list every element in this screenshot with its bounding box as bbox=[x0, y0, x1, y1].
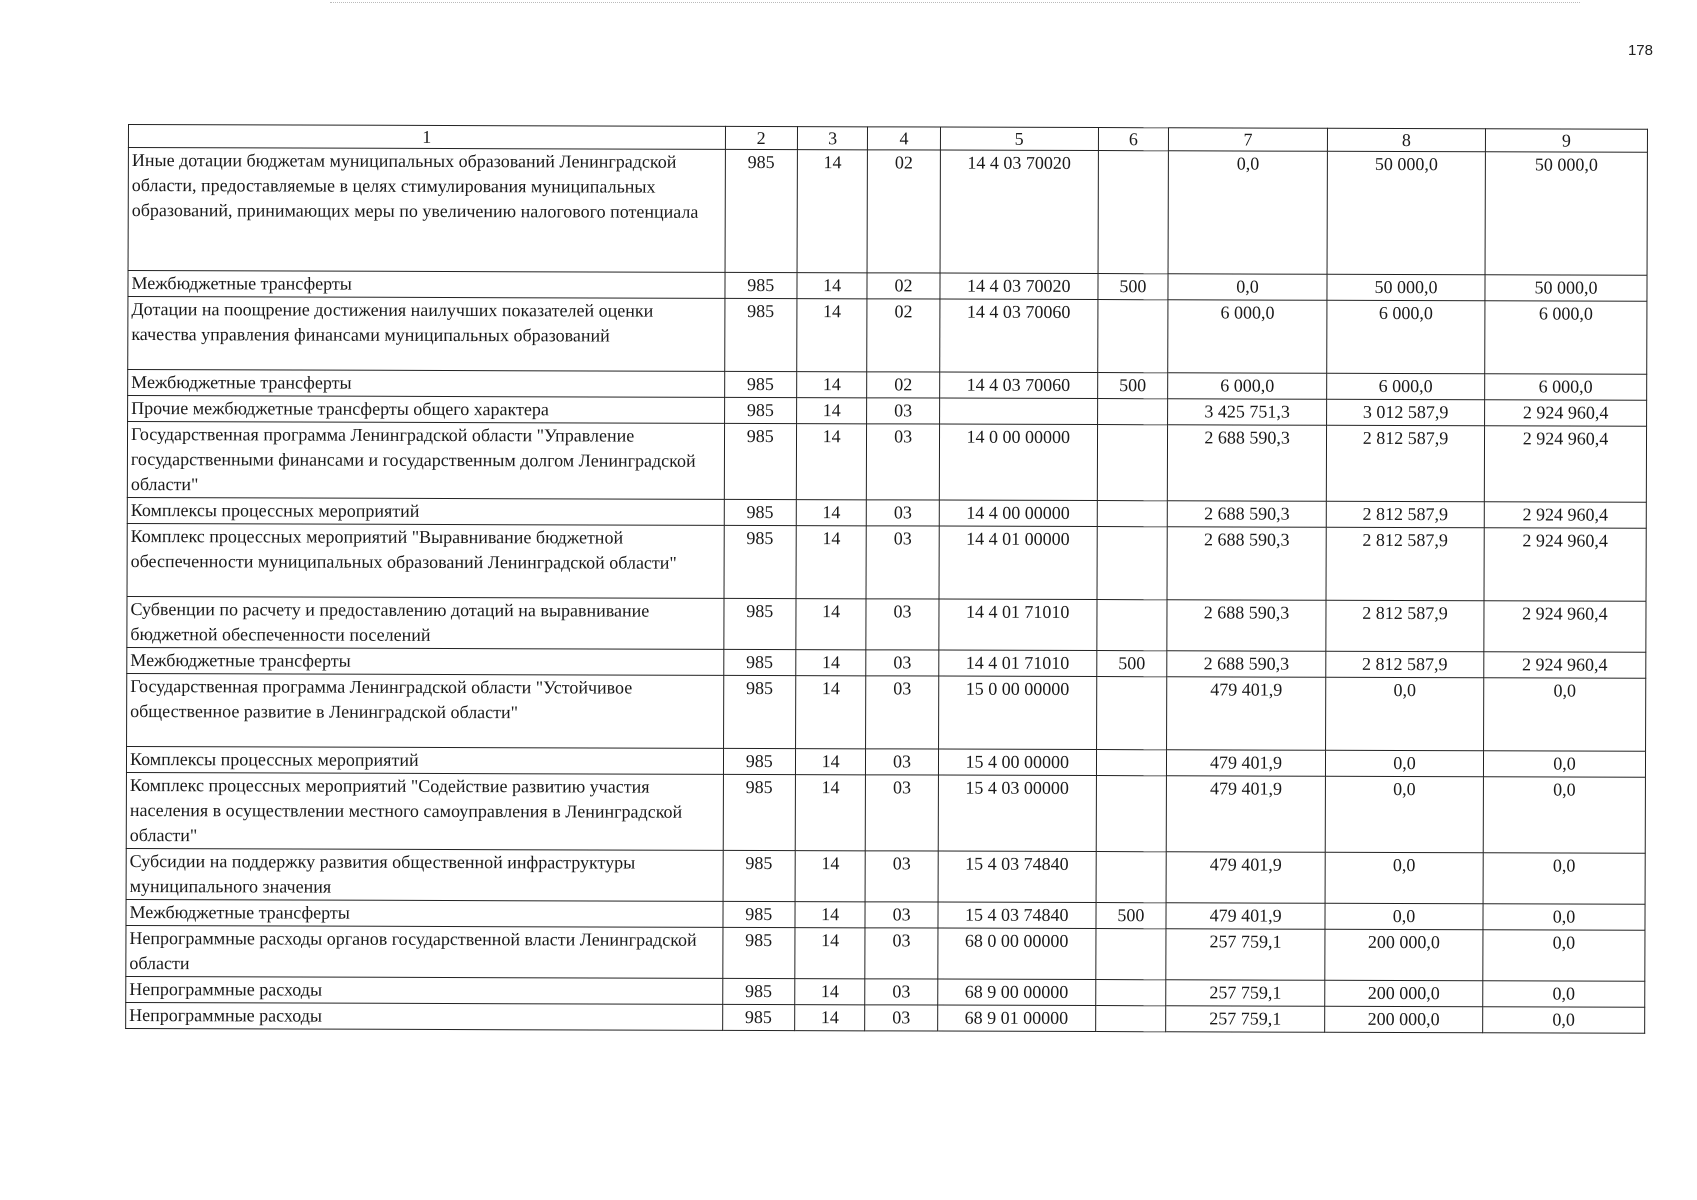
amount-year3-cell: 2 924 960,4 bbox=[1484, 652, 1646, 679]
amount-year3-cell: 50 000,0 bbox=[1485, 275, 1647, 302]
table-row bbox=[127, 497, 1646, 528]
section-code-cell: 985 bbox=[722, 927, 795, 978]
expense-type-cell bbox=[1096, 852, 1167, 903]
subsection-code-cell: 03 bbox=[866, 526, 939, 599]
column-header: 6 bbox=[1098, 128, 1168, 151]
amount-year2-cell: 50 000,0 bbox=[1327, 151, 1485, 274]
table-row bbox=[128, 396, 1647, 427]
amount-year3-cell: 2 924 960,4 bbox=[1485, 400, 1647, 427]
subsection-code-cell: 03 bbox=[865, 902, 938, 928]
amount-year3-cell: 2 924 960,4 bbox=[1484, 502, 1646, 529]
amount-year3-cell: 6 000,0 bbox=[1485, 301, 1647, 375]
amount-year3-cell: 0,0 bbox=[1483, 777, 1645, 854]
table-row bbox=[126, 925, 1645, 981]
expense-type-cell: 500 bbox=[1096, 651, 1166, 677]
subsection-code-cell: 03 bbox=[866, 650, 939, 676]
amount-year2-cell: 2 812 587,9 bbox=[1326, 425, 1484, 501]
section-code-cell: 985 bbox=[723, 850, 796, 901]
section-code-cell: 985 bbox=[723, 649, 796, 675]
amount-year2-cell: 2 812 587,9 bbox=[1326, 501, 1484, 527]
table-row bbox=[127, 422, 1646, 503]
amount-year2-cell: 2 812 587,9 bbox=[1326, 651, 1484, 677]
table-row bbox=[126, 1002, 1645, 1033]
subsection-code-cell: 03 bbox=[867, 424, 940, 500]
expense-type-cell bbox=[1096, 929, 1167, 980]
chapter-code-cell: 14 bbox=[795, 676, 866, 749]
table-body bbox=[126, 148, 1648, 1034]
chapter-code-cell: 14 bbox=[795, 979, 865, 1005]
section-code-cell: 985 bbox=[724, 272, 797, 298]
expense-type-cell: 500 bbox=[1098, 274, 1168, 300]
amount-year2-cell: 6 000,0 bbox=[1327, 373, 1485, 399]
table-row bbox=[127, 596, 1646, 652]
target-article-cell: 14 4 03 70060 bbox=[940, 299, 1098, 372]
table-row bbox=[128, 148, 1647, 276]
amount-year1-cell: 479 401,9 bbox=[1167, 750, 1326, 776]
amount-year2-cell: 200 000,0 bbox=[1325, 929, 1483, 980]
amount-year1-cell: 257 759,1 bbox=[1166, 1006, 1325, 1032]
section-code-cell: 985 bbox=[722, 978, 795, 1004]
target-article-cell: 15 0 00 00000 bbox=[938, 676, 1096, 749]
amount-year2-cell: 2 812 587,9 bbox=[1326, 600, 1484, 651]
amount-year2-cell: 2 812 587,9 bbox=[1326, 527, 1484, 600]
amount-year3-cell: 0,0 bbox=[1483, 853, 1645, 905]
subsection-code-cell: 02 bbox=[867, 372, 940, 398]
column-header: 4 bbox=[868, 127, 940, 150]
amount-year1-cell: 0,0 bbox=[1168, 151, 1327, 274]
column-header: 3 bbox=[797, 127, 867, 150]
chapter-code-cell: 14 bbox=[797, 398, 867, 424]
chapter-code-cell: 14 bbox=[795, 902, 865, 928]
row-name-cell: Иные дотации бюджетам муниципальных образований Ленинградской области, предоставляемые в целях стимулирования муниципальных образований, принимающих меры по увеличению налогового потенциала bbox=[128, 148, 725, 273]
amount-year2-cell: 0,0 bbox=[1326, 750, 1484, 776]
section-code-cell: 985 bbox=[723, 774, 796, 850]
amount-year3-cell: 0,0 bbox=[1483, 904, 1645, 931]
section-code-cell: 985 bbox=[723, 598, 796, 649]
row-name-cell: Межбюджетные трансферты bbox=[126, 899, 723, 927]
section-code-cell: 985 bbox=[723, 675, 796, 748]
amount-year1-cell: 6 000,0 bbox=[1168, 300, 1327, 373]
subsection-code-cell: 03 bbox=[865, 851, 938, 902]
amount-year3-cell: 0,0 bbox=[1483, 751, 1645, 778]
amount-year2-cell: 0,0 bbox=[1325, 776, 1483, 852]
target-article-cell: 15 4 03 00000 bbox=[938, 775, 1096, 851]
amount-year2-cell: 6 000,0 bbox=[1327, 300, 1485, 373]
amount-year1-cell: 257 759,1 bbox=[1166, 929, 1325, 980]
row-name-cell: Прочие межбюджетные трансферты общего характера bbox=[128, 396, 725, 424]
chapter-code-cell: 14 bbox=[797, 273, 867, 299]
table-row bbox=[126, 772, 1645, 853]
column-header: 2 bbox=[725, 126, 797, 149]
amount-year3-cell: 0,0 bbox=[1483, 1007, 1645, 1034]
target-article-cell: 15 4 00 00000 bbox=[938, 749, 1096, 775]
row-name-cell: Субсидии на поддержку развития общественной инфраструктуры муниципального значения bbox=[126, 848, 723, 901]
amount-year1-cell: 2 688 590,3 bbox=[1167, 527, 1326, 600]
row-name-cell: Комплексы процессных мероприятий bbox=[127, 497, 724, 525]
target-article-cell bbox=[939, 398, 1097, 424]
target-article-cell: 14 0 00 00000 bbox=[939, 424, 1097, 500]
amount-year3-cell: 2 924 960,4 bbox=[1484, 528, 1646, 602]
section-code-cell: 985 bbox=[722, 1004, 795, 1030]
chapter-code-cell: 14 bbox=[795, 928, 866, 979]
row-name-cell: Государственная программа Ленинградской области "Устойчивое общественное развитие в Ленинградской области" bbox=[127, 673, 724, 748]
subsection-code-cell: 03 bbox=[867, 500, 940, 526]
target-article-cell: 15 4 03 74840 bbox=[938, 851, 1096, 902]
subsection-code-cell: 03 bbox=[866, 676, 939, 749]
subsection-code-cell: 03 bbox=[867, 398, 940, 424]
chapter-code-cell: 14 bbox=[795, 775, 866, 851]
target-article-cell: 68 9 00 00000 bbox=[938, 979, 1096, 1005]
target-article-cell: 14 4 01 71010 bbox=[939, 599, 1097, 650]
subsection-code-cell: 02 bbox=[867, 299, 940, 372]
amount-year3-cell: 0,0 bbox=[1484, 678, 1646, 752]
column-header: 8 bbox=[1327, 128, 1485, 151]
amount-year1-cell: 6 000,0 bbox=[1168, 373, 1327, 399]
table-row bbox=[128, 297, 1647, 375]
expense-type-cell bbox=[1095, 980, 1165, 1006]
subsection-code-cell: 03 bbox=[865, 928, 938, 979]
amount-year2-cell: 0,0 bbox=[1325, 903, 1483, 929]
amount-year1-cell: 2 688 590,3 bbox=[1167, 600, 1326, 651]
section-code-cell: 985 bbox=[724, 499, 797, 525]
amount-year1-cell: 479 401,9 bbox=[1166, 852, 1325, 903]
target-article-cell: 14 4 03 70020 bbox=[940, 150, 1098, 273]
page-number: 178 bbox=[1627, 42, 1653, 59]
target-article-cell: 14 4 03 70060 bbox=[939, 372, 1097, 398]
scan-edge-line bbox=[330, 2, 1580, 3]
section-code-cell: 985 bbox=[724, 371, 797, 397]
subsection-code-cell: 03 bbox=[866, 749, 939, 775]
expense-type-cell: 500 bbox=[1097, 373, 1167, 399]
section-code-cell: 985 bbox=[723, 901, 796, 927]
target-article-cell: 14 4 03 70020 bbox=[940, 273, 1098, 299]
section-code-cell: 985 bbox=[724, 423, 797, 499]
amount-year1-cell: 479 401,9 bbox=[1166, 903, 1325, 929]
row-name-cell: Межбюджетные трансферты bbox=[127, 647, 724, 675]
column-header: 9 bbox=[1485, 129, 1647, 153]
subsection-code-cell: 02 bbox=[867, 273, 940, 299]
target-article-cell: 68 9 01 00000 bbox=[937, 1005, 1095, 1031]
chapter-code-cell: 14 bbox=[797, 372, 867, 398]
chapter-code-cell: 14 bbox=[796, 500, 866, 526]
row-name-cell: Дотации на поощрение достижения наилучших показателей оценки качества управления финансами муниципальных образований bbox=[128, 297, 725, 372]
subsection-code-cell: 03 bbox=[865, 979, 938, 1005]
row-name-cell: Государственная программа Ленинградской области "Управление государственными финансами и государственным долгом Ленинградской области" bbox=[127, 422, 724, 500]
amount-year1-cell: 479 401,9 bbox=[1166, 776, 1325, 852]
subsection-code-cell: 02 bbox=[867, 150, 940, 273]
target-article-cell: 14 4 00 00000 bbox=[939, 500, 1097, 526]
section-code-cell: 985 bbox=[723, 748, 796, 774]
subsection-code-cell: 03 bbox=[866, 775, 939, 851]
target-article-cell: 14 4 01 71010 bbox=[939, 650, 1097, 676]
table-row bbox=[126, 746, 1645, 777]
amount-year2-cell: 50 000,0 bbox=[1327, 274, 1485, 300]
chapter-code-cell: 14 bbox=[797, 299, 868, 372]
table-row bbox=[127, 523, 1646, 601]
expense-type-cell bbox=[1097, 600, 1168, 651]
amount-year1-cell: 2 688 590,3 bbox=[1167, 501, 1326, 527]
amount-year3-cell: 0,0 bbox=[1483, 981, 1645, 1008]
amount-year3-cell: 6 000,0 bbox=[1485, 374, 1647, 401]
amount-year2-cell: 200 000,0 bbox=[1325, 1006, 1483, 1032]
section-code-cell: 985 bbox=[724, 397, 797, 423]
chapter-code-cell: 14 bbox=[796, 526, 867, 599]
expense-type-cell bbox=[1097, 425, 1168, 501]
chapter-code-cell: 14 bbox=[797, 150, 868, 273]
expense-type-cell bbox=[1097, 527, 1168, 600]
table-row bbox=[126, 848, 1645, 904]
subsection-code-cell: 03 bbox=[866, 599, 939, 650]
row-name-cell: Субвенции по расчету и предоставлению дотаций на выравнивание бюджетной обеспеченности поселений bbox=[127, 596, 724, 649]
amount-year1-cell: 257 759,1 bbox=[1166, 980, 1325, 1006]
expense-type-cell: 500 bbox=[1096, 903, 1166, 929]
row-name-cell: Межбюджетные трансферты bbox=[128, 370, 725, 398]
target-article-cell: 14 4 01 00000 bbox=[939, 526, 1097, 599]
amount-year2-cell: 3 012 587,9 bbox=[1327, 399, 1485, 425]
expense-type-cell bbox=[1097, 300, 1168, 373]
amount-year2-cell: 0,0 bbox=[1325, 852, 1483, 903]
row-name-cell: Непрограммные расходы органов государственной власти Ленинградской области bbox=[126, 925, 723, 978]
amount-year3-cell: 2 924 960,4 bbox=[1484, 426, 1646, 503]
row-name-cell: Непрограммные расходы bbox=[126, 976, 723, 1004]
chapter-code-cell: 14 bbox=[796, 650, 866, 676]
row-name-cell: Комплекс процессных мероприятий "Выравнивание бюджетной обеспеченности муниципальных образований Ленинградской области" bbox=[127, 523, 724, 598]
amount-year2-cell: 200 000,0 bbox=[1325, 980, 1483, 1006]
amount-year3-cell: 0,0 bbox=[1483, 930, 1645, 982]
table-row bbox=[127, 673, 1646, 751]
expense-type-cell bbox=[1096, 776, 1167, 852]
subsection-code-cell: 03 bbox=[865, 1005, 938, 1031]
row-name-cell: Непрограммные расходы bbox=[126, 1002, 723, 1030]
amount-year3-cell: 50 000,0 bbox=[1485, 152, 1647, 276]
amount-year1-cell: 479 401,9 bbox=[1167, 677, 1326, 750]
budget-table bbox=[125, 124, 1648, 1034]
chapter-code-cell: 14 bbox=[796, 424, 867, 500]
section-code-cell: 985 bbox=[724, 525, 797, 598]
column-header: 7 bbox=[1169, 128, 1328, 151]
expense-type-cell bbox=[1096, 750, 1166, 776]
target-article-cell: 68 0 00 00000 bbox=[938, 928, 1096, 979]
section-code-cell: 985 bbox=[724, 298, 797, 371]
chapter-code-cell: 14 bbox=[795, 1005, 865, 1031]
expense-type-cell bbox=[1096, 677, 1167, 750]
expense-type-cell bbox=[1097, 399, 1167, 425]
expense-type-cell bbox=[1098, 151, 1169, 274]
chapter-code-cell: 14 bbox=[796, 599, 867, 650]
expense-type-cell bbox=[1097, 501, 1167, 527]
amount-year1-cell: 0,0 bbox=[1168, 274, 1327, 300]
amount-year1-cell: 3 425 751,3 bbox=[1168, 399, 1327, 425]
amount-year2-cell: 0,0 bbox=[1326, 677, 1484, 750]
row-name-cell: Комплекс процессных мероприятий "Содействие развитию участия населения в осуществлении местного самоуправления в Ленинградской области" bbox=[126, 772, 723, 850]
column-header: 1 bbox=[128, 125, 725, 150]
amount-year3-cell: 2 924 960,4 bbox=[1484, 601, 1646, 653]
chapter-code-cell: 14 bbox=[795, 749, 865, 775]
column-header: 5 bbox=[940, 127, 1098, 150]
row-name-cell: Комплексы процессных мероприятий bbox=[126, 746, 723, 774]
section-code-cell: 985 bbox=[725, 149, 798, 272]
row-name-cell: Межбюджетные трансферты bbox=[128, 271, 725, 299]
target-article-cell: 15 4 03 74840 bbox=[938, 902, 1096, 928]
chapter-code-cell: 14 bbox=[795, 851, 866, 902]
amount-year1-cell: 2 688 590,3 bbox=[1167, 425, 1326, 501]
amount-year1-cell: 2 688 590,3 bbox=[1167, 651, 1326, 677]
expense-type-cell bbox=[1095, 1006, 1165, 1032]
